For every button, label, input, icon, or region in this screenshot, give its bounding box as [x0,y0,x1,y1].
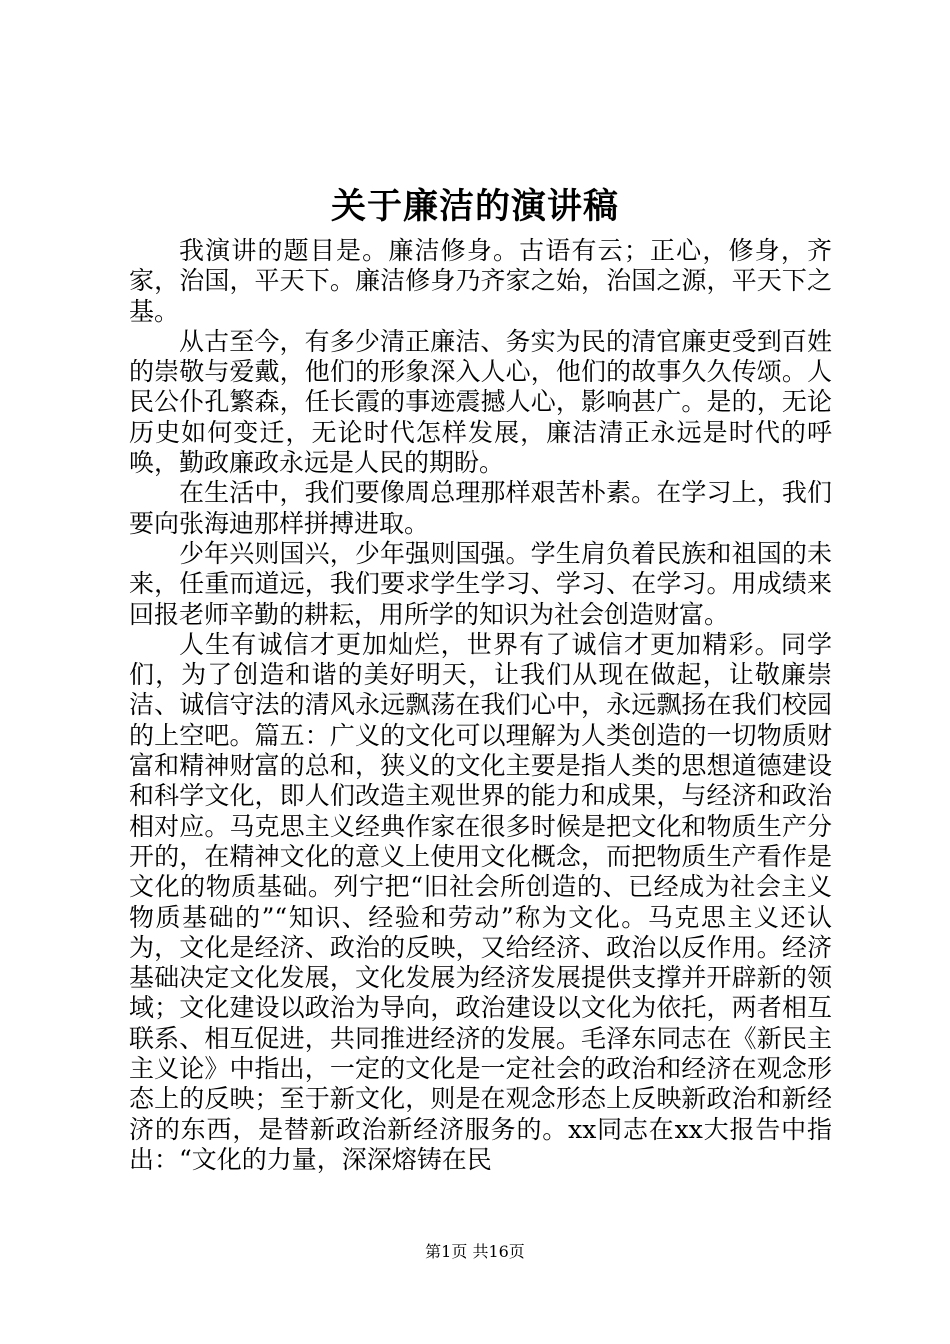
document-title: 关于廉洁的演讲稿 [330,186,619,227]
paragraph: 我演讲的题目是。廉洁修身。古语有云；正心，修身，齐家，治国，平天下。廉洁修身乃齐家之始，治国之源，平天下之基。 [129,236,832,326]
document-body [129,236,832,1175]
paragraph: 在生活中，我们要像周总理那样艰苦朴素。在学习上，我们要向张海迪那样拼搏进取。 [129,478,832,538]
paragraph: 从古至今，有多少清正廉洁、务实为民的清官廉吏受到百姓的崇敬与爱戴，他们的形象深入人心，他们的故事久久传颂。人民公仆孔繁森，任长霞的事迹震撼人心，影响甚广。是的，无论历史如何变迁，无论时代怎样发展，廉洁清正永远是时代的呼唤，勤政廉政永远是人民的期盼。 [129,326,832,478]
paragraph: 少年兴则国兴，少年强则国强。学生肩负着民族和祖国的未来，任重而道远，我们要求学生学习、学习、在学习。用成绩来回报老师辛勤的耕耘，用所学的知识为社会创造财富。 [129,538,832,629]
paragraph: 人生有诚信才更加灿烂，世界有了诚信才更加精彩。同学们，为了创造和谐的美好明天，让我们从现在做起，让敬廉崇洁、诚信守法的清风永远飘荡在我们心中，永远飘扬在我们校园的上空吧。篇五：广义的文化可以理解为人类创造的一切物质财富和精神财富的总和，狭义的文化主要是指人类的思想道德建设和科学文化，即人们改造主观世界的能力和成果，与经济和政治相对应。马克思主义经典作家在很多时候是把文化和物质生产分开的，在精神文化的意义上使用文化概念，而把物质生产看作是文化的物质基础。列宁把“旧社会所创造的、已经成为社会主义物质基础的”“知识、经验和劳动”称为文化。马克思主义还认为，文化是经济、政治的反映，又给经济、政治以反作用。经济基础决定文化发展，文化发展为经济发展提供支撑并开辟新的领域；文化建设以政治为导向，政治建设以文化为依托，两者相互联系、相互促进，共同推进经济的发展。毛泽东同志在《新民主主义论》中指出，一定的文化是一定社会的政治和经济在观念形态上的反映；至于新文化，则是在观念形态上反映新政治和新经济的东西，是替新政治新经济服务的。xx同志在xx大报告中指出：“文化的力量，深深熔铸在民 [129,629,832,1174]
page-footer: 第1页 共16页 [425,1242,525,1261]
